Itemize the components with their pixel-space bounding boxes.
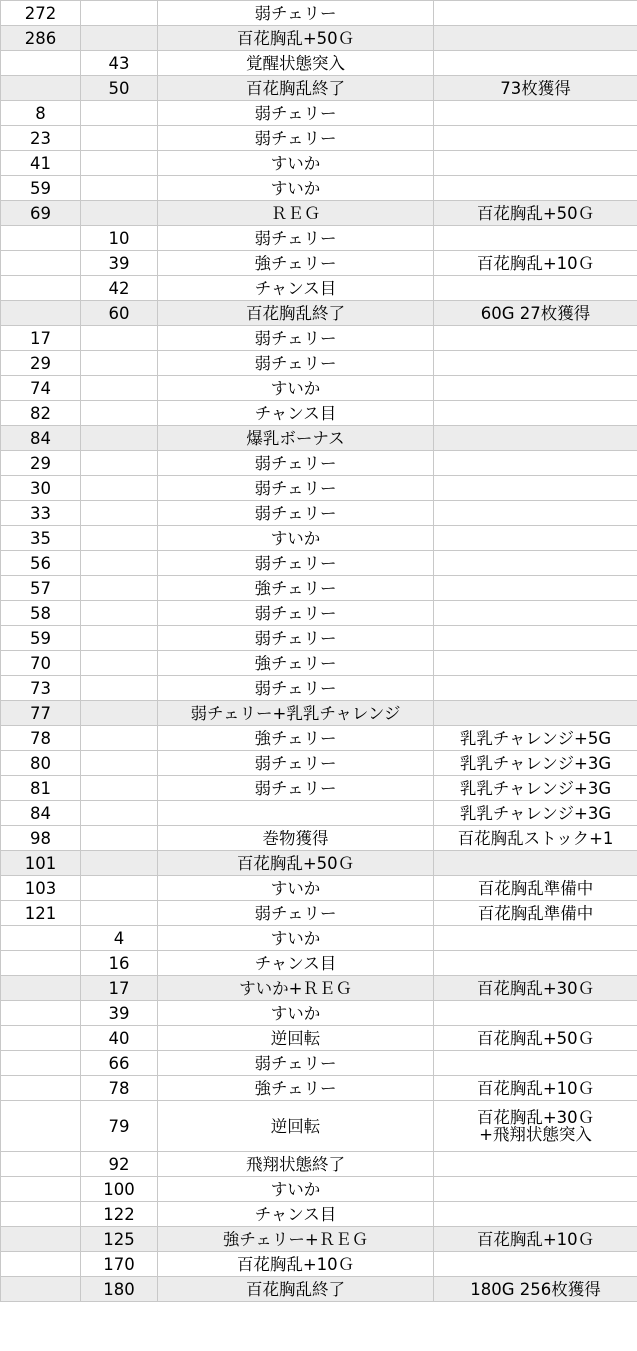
table-row: [1, 726, 637, 751]
sub-count-cell: [81, 151, 158, 176]
event-cell: 強チェリー: [158, 1076, 434, 1101]
game-count-cell: [1, 1252, 81, 1277]
result-cell: [434, 276, 637, 301]
result-line: 百花胸乱+30Ｇ: [476, 1108, 595, 1127]
table-row: [1, 551, 637, 576]
game-count-cell: 80: [1, 751, 81, 776]
sub-count-cell: [81, 826, 158, 851]
event-cell: チャンス目: [158, 401, 434, 426]
event-cell: チャンス目: [158, 1202, 434, 1227]
game-count-cell: 73: [1, 676, 81, 701]
game-count-cell: [1, 1177, 81, 1202]
game-count-cell: 59: [1, 626, 81, 651]
result-cell: [434, 226, 637, 251]
event-cell: 弱チェリー: [158, 101, 434, 126]
sub-count-cell: [81, 726, 158, 751]
game-count-cell: [1, 276, 81, 301]
game-count-cell: [1, 1277, 81, 1302]
result-cell: [434, 651, 637, 676]
game-count-cell: 41: [1, 151, 81, 176]
event-cell: 弱チェリー: [158, 126, 434, 151]
result-cell: 乳乳チャレンジ+3G: [434, 776, 637, 801]
game-count-cell: 23: [1, 126, 81, 151]
result-cell: 百花胸乱+10Ｇ: [434, 251, 637, 276]
table-row: [1, 676, 637, 701]
event-cell: すいか: [158, 926, 434, 951]
game-count-cell: 59: [1, 176, 81, 201]
sub-count-cell: 79: [81, 1101, 158, 1152]
game-count-cell: 30: [1, 476, 81, 501]
sub-count-cell: [81, 376, 158, 401]
game-count-cell: 103: [1, 876, 81, 901]
table-row: [1, 601, 637, 626]
sub-count-cell: [81, 351, 158, 376]
event-cell: 強チェリー: [158, 576, 434, 601]
sub-count-cell: 17: [81, 976, 158, 1001]
result-cell: [434, 626, 637, 651]
table-row: [1, 326, 637, 351]
sub-count-cell: [81, 126, 158, 151]
event-cell: 弱チェリー: [158, 676, 434, 701]
game-count-cell: 8: [1, 101, 81, 126]
sub-count-cell: [81, 526, 158, 551]
game-count-cell: 58: [1, 601, 81, 626]
event-cell: 百花胸乱+50Ｇ: [158, 851, 434, 876]
game-count-cell: 57: [1, 576, 81, 601]
sub-count-cell: [81, 201, 158, 226]
result-cell: 60G 27枚獲得: [434, 301, 637, 326]
game-count-cell: [1, 976, 81, 1001]
table-row: [1, 826, 637, 851]
sub-count-cell: [81, 601, 158, 626]
event-cell: すいか: [158, 526, 434, 551]
sub-count-cell: [81, 476, 158, 501]
result-cell: [434, 51, 637, 76]
game-count-cell: [1, 1227, 81, 1252]
result-cell: [434, 601, 637, 626]
result-cell: [434, 151, 637, 176]
event-cell: 弱チェリー+乳乳チャレンジ: [158, 701, 434, 726]
sub-count-cell: 78: [81, 1076, 158, 1101]
table-row: [1, 26, 637, 51]
result-cell: [434, 576, 637, 601]
event-cell: チャンス目: [158, 951, 434, 976]
event-cell: 弱チェリー: [158, 901, 434, 926]
game-count-cell: 77: [1, 701, 81, 726]
table-row: [1, 226, 637, 251]
sub-count-cell: [81, 901, 158, 926]
event-cell: 弱チェリー: [158, 601, 434, 626]
sub-count-cell: [81, 876, 158, 901]
table-row: [1, 376, 637, 401]
table-row: [1, 801, 637, 826]
result-cell: [434, 1101, 637, 1152]
game-count-cell: [1, 76, 81, 101]
event-cell: 強チェリー: [158, 651, 434, 676]
result-cell: 百花胸乱+30Ｇ: [434, 976, 637, 1001]
result-cell: [434, 176, 637, 201]
sub-count-cell: 42: [81, 276, 158, 301]
result-cell: [434, 401, 637, 426]
sub-count-cell: 92: [81, 1152, 158, 1177]
result-cell: [434, 1152, 637, 1177]
table-row: [1, 351, 637, 376]
game-count-cell: 98: [1, 826, 81, 851]
table-row: [1, 151, 637, 176]
sub-count-cell: 43: [81, 51, 158, 76]
result-cell: [434, 26, 637, 51]
table-row: [1, 651, 637, 676]
result-cell: [434, 101, 637, 126]
result-cell: [434, 1177, 637, 1202]
result-cell: [434, 1, 637, 26]
result-cell: [434, 426, 637, 451]
game-count-cell: [1, 51, 81, 76]
event-cell: 百花胸乱+50Ｇ: [158, 26, 434, 51]
event-cell: すいか: [158, 1177, 434, 1202]
game-count-cell: [1, 926, 81, 951]
table-row: [1, 1051, 637, 1076]
event-cell: 弱チェリー: [158, 476, 434, 501]
sub-count-cell: 170: [81, 1252, 158, 1277]
table-row: [1, 451, 637, 476]
result-cell: [434, 701, 637, 726]
sub-count-cell: [81, 451, 158, 476]
result-cell: 百花胸乱準備中: [434, 876, 637, 901]
game-count-cell: 74: [1, 376, 81, 401]
event-cell: 百花胸乱終了: [158, 1277, 434, 1302]
table-row: [1, 501, 637, 526]
game-count-cell: 29: [1, 351, 81, 376]
event-cell: 百花胸乱+10Ｇ: [158, 1252, 434, 1277]
result-cell: [434, 351, 637, 376]
event-cell: 巻物獲得: [158, 826, 434, 851]
event-cell: すいか: [158, 151, 434, 176]
event-cell: 百花胸乱終了: [158, 76, 434, 101]
table-row: [1, 1177, 637, 1202]
table-row: [1, 901, 637, 926]
sub-count-cell: 125: [81, 1227, 158, 1252]
sub-count-cell: [81, 676, 158, 701]
game-count-cell: 33: [1, 501, 81, 526]
event-cell: 弱チェリー: [158, 451, 434, 476]
table-row: [1, 976, 637, 1001]
event-cell: 弱チェリー: [158, 551, 434, 576]
game-count-cell: [1, 1152, 81, 1177]
game-count-cell: 121: [1, 901, 81, 926]
game-count-cell: 82: [1, 401, 81, 426]
sub-count-cell: [81, 101, 158, 126]
event-cell: 弱チェリー: [158, 626, 434, 651]
sub-count-cell: [81, 26, 158, 51]
event-cell: すいか: [158, 876, 434, 901]
game-count-cell: [1, 226, 81, 251]
table-row: [1, 751, 637, 776]
result-cell: [434, 851, 637, 876]
result-cell: [434, 476, 637, 501]
event-cell: 飛翔状態終了: [158, 1152, 434, 1177]
event-cell: 覚醒状態突入: [158, 51, 434, 76]
event-cell: 逆回転: [158, 1101, 434, 1152]
table-row: [1, 1001, 637, 1026]
event-cell: 弱チェリー: [158, 226, 434, 251]
event-cell: 弱チェリー: [158, 776, 434, 801]
result-cell: [434, 1252, 637, 1277]
sub-count-cell: 180: [81, 1277, 158, 1302]
table-row: [1, 126, 637, 151]
result-cell: 73枚獲得: [434, 76, 637, 101]
table-row: [1, 1277, 637, 1302]
game-count-cell: [1, 1101, 81, 1152]
table-row: [1, 1202, 637, 1227]
game-count-cell: [1, 1202, 81, 1227]
table-row: [1, 1, 637, 26]
table-row: [1, 426, 637, 451]
result-cell: [434, 926, 637, 951]
result-cell: 180G 256枚獲得: [434, 1277, 637, 1302]
game-count-cell: [1, 251, 81, 276]
event-cell: すいか: [158, 1001, 434, 1026]
game-count-cell: [1, 1026, 81, 1051]
result-cell: [434, 526, 637, 551]
event-cell: 弱チェリー: [158, 326, 434, 351]
table-row: [1, 576, 637, 601]
event-cell: チャンス目: [158, 276, 434, 301]
table-row: [1, 951, 637, 976]
result-cell: [434, 376, 637, 401]
table-row: [1, 701, 637, 726]
game-count-cell: 286: [1, 26, 81, 51]
table-row: [1, 876, 637, 901]
sub-count-cell: [81, 426, 158, 451]
result-cell: 乳乳チャレンジ+3G: [434, 801, 637, 826]
sub-count-cell: [81, 176, 158, 201]
result-cell: [434, 1202, 637, 1227]
event-cell: 爆乳ボーナス: [158, 426, 434, 451]
result-cell: 百花胸乱+10Ｇ: [434, 1076, 637, 1101]
table-row: [1, 401, 637, 426]
game-count-cell: [1, 301, 81, 326]
sub-count-cell: [81, 626, 158, 651]
game-count-cell: 17: [1, 326, 81, 351]
result-cell: [434, 1051, 637, 1076]
table-row: [1, 1076, 637, 1101]
table-row: [1, 1026, 637, 1051]
event-cell: すいか+ＲＥＧ: [158, 976, 434, 1001]
table-row: [1, 1101, 637, 1152]
result-cell: 百花胸乱準備中: [434, 901, 637, 926]
game-count-cell: 84: [1, 426, 81, 451]
event-cell: [158, 801, 434, 826]
event-cell: 弱チェリー: [158, 751, 434, 776]
game-count-cell: 78: [1, 726, 81, 751]
event-cell: 弱チェリー: [158, 1051, 434, 1076]
result-cell: [434, 676, 637, 701]
sub-count-cell: [81, 851, 158, 876]
result-cell: [434, 951, 637, 976]
game-count-cell: 81: [1, 776, 81, 801]
game-count-cell: 69: [1, 201, 81, 226]
table-row: [1, 626, 637, 651]
table-row: [1, 101, 637, 126]
game-count-cell: 35: [1, 526, 81, 551]
table-row: [1, 926, 637, 951]
sub-count-cell: 40: [81, 1026, 158, 1051]
sub-count-cell: [81, 326, 158, 351]
play-log-body: [1, 1, 637, 1302]
sub-count-cell: 39: [81, 251, 158, 276]
sub-count-cell: 50: [81, 76, 158, 101]
sub-count-cell: 10: [81, 226, 158, 251]
result-cell: 百花胸乱ストック+1: [434, 826, 637, 851]
game-count-cell: [1, 1051, 81, 1076]
event-cell: 強チェリー+ＲＥＧ: [158, 1227, 434, 1252]
sub-count-cell: [81, 501, 158, 526]
result-cell: [434, 451, 637, 476]
sub-count-cell: 39: [81, 1001, 158, 1026]
event-cell: 弱チェリー: [158, 501, 434, 526]
sub-count-cell: 16: [81, 951, 158, 976]
game-count-cell: [1, 951, 81, 976]
table-row: [1, 201, 637, 226]
result-cell: [434, 126, 637, 151]
game-count-cell: [1, 1076, 81, 1101]
table-row: [1, 276, 637, 301]
sub-count-cell: [81, 551, 158, 576]
result-cell: 乳乳チャレンジ+3G: [434, 751, 637, 776]
game-count-cell: 272: [1, 1, 81, 26]
table-row: [1, 301, 637, 326]
sub-count-cell: [81, 701, 158, 726]
table-row: [1, 51, 637, 76]
table-row: [1, 176, 637, 201]
sub-count-cell: [81, 401, 158, 426]
game-count-cell: 29: [1, 451, 81, 476]
table-row: [1, 776, 637, 801]
sub-count-cell: 100: [81, 1177, 158, 1202]
sub-count-cell: 66: [81, 1051, 158, 1076]
result-cell: 乳乳チャレンジ+5G: [434, 726, 637, 751]
game-count-cell: 84: [1, 801, 81, 826]
table-row: [1, 526, 637, 551]
table-row: [1, 1152, 637, 1177]
result-cell: [434, 501, 637, 526]
event-cell: 百花胸乱終了: [158, 301, 434, 326]
sub-count-cell: [81, 576, 158, 601]
sub-count-cell: 122: [81, 1202, 158, 1227]
sub-count-cell: [81, 801, 158, 826]
game-count-cell: 101: [1, 851, 81, 876]
sub-count-cell: 4: [81, 926, 158, 951]
event-cell: すいか: [158, 176, 434, 201]
event-cell: すいか: [158, 376, 434, 401]
result-cell: [434, 551, 637, 576]
event-cell: 弱チェリー: [158, 1, 434, 26]
table-row: [1, 476, 637, 501]
game-count-cell: 56: [1, 551, 81, 576]
sub-count-cell: [81, 1, 158, 26]
game-count-cell: [1, 1001, 81, 1026]
event-cell: 逆回転: [158, 1026, 434, 1051]
sub-count-cell: [81, 651, 158, 676]
table-row: [1, 1227, 637, 1252]
event-cell: 強チェリー: [158, 726, 434, 751]
sub-count-cell: [81, 776, 158, 801]
table-row: [1, 851, 637, 876]
event-cell: ＲＥＧ: [158, 201, 434, 226]
sub-count-cell: [81, 751, 158, 776]
table-row: [1, 251, 637, 276]
result-cell: 百花胸乱+50Ｇ: [434, 1026, 637, 1051]
result-line: +飛翔状態突入: [479, 1125, 592, 1144]
event-cell: 弱チェリー: [158, 351, 434, 376]
event-cell: 強チェリー: [158, 251, 434, 276]
game-count-cell: 70: [1, 651, 81, 676]
sub-count-cell: 60: [81, 301, 158, 326]
result-cell: [434, 1001, 637, 1026]
table-row: [1, 1252, 637, 1277]
result-cell: 百花胸乱+10Ｇ: [434, 1227, 637, 1252]
result-cell: 百花胸乱+50Ｇ: [434, 201, 637, 226]
table-row: [1, 76, 637, 101]
result-cell: [434, 326, 637, 351]
